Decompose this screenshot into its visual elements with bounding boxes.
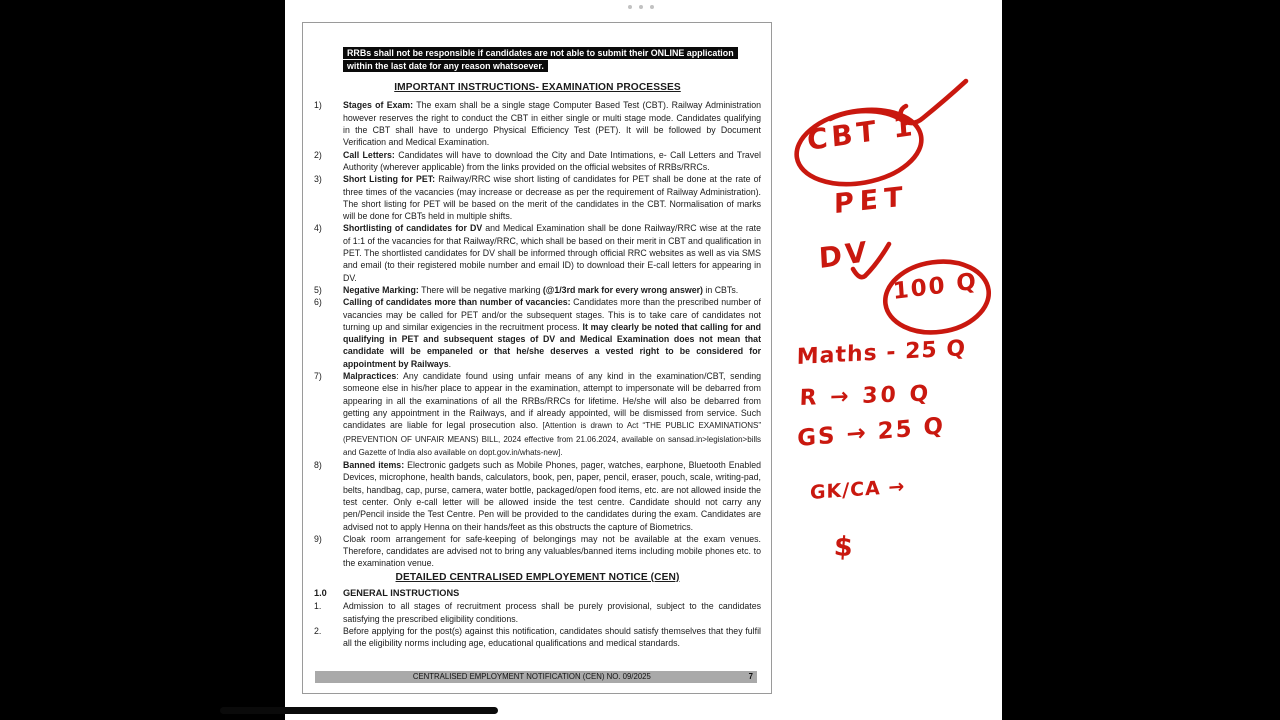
notice-highlight	[343, 47, 745, 72]
overflow-dots-icon[interactable]	[628, 5, 654, 9]
list-item-text	[343, 459, 761, 533]
item-segment: Banned items:	[343, 460, 405, 471]
section-general-instructions	[314, 587, 761, 599]
item-number: 6)	[314, 297, 322, 308]
general-instruction-list	[314, 600, 761, 649]
list-item-text: Admission to all stages of recruitment process shall be purely provisional, subject to the candidates satisfying the prescribed eligibility conditions.	[343, 601, 761, 624]
annotation-cbt1: CBT 1	[806, 108, 918, 157]
bottom-scrub-bar[interactable]	[220, 707, 498, 714]
list-item	[314, 222, 761, 283]
general-item-number: 1.	[314, 601, 322, 612]
general-item-number: 2.	[314, 625, 322, 636]
item-number: 8)	[314, 460, 322, 471]
annotation-gs: GS → 25 Q	[797, 413, 946, 453]
item-segment: It may clearly be noted that calling for and qualifying in PET and subsequent stages of DV and Medical Examination does not mean that candidate will be empaneled or that he/she deserves a vested right to be considered for appointment by Railways	[343, 321, 761, 369]
dv-checkmark-icon	[853, 244, 889, 277]
section-title: GENERAL INSTRUCTIONS	[343, 588, 460, 599]
list-item	[314, 296, 761, 370]
annotation-reasoning: R → 30 Q	[799, 381, 932, 412]
item-segment: There will be negative marking	[418, 284, 543, 295]
item-segment: Stages of Exam:	[343, 100, 414, 111]
footer-label: CENTRALISED EMPLOYMENT NOTIFICATION (CEN) NO. 09/2025	[412, 671, 651, 681]
list-item-text	[343, 533, 761, 570]
notice-text: RRBs shall not be responsible if candidates are not able to submit their ONLINE application within the last date for any reason whatsoever.	[343, 47, 738, 72]
item-segment: Call Letters:	[343, 149, 395, 160]
heading-important-instructions: IMPORTANT INSTRUCTIONS- EXAMINATION PROCESSES	[394, 82, 681, 94]
list-item	[314, 284, 761, 296]
item-number: 9)	[314, 533, 322, 544]
list-item	[314, 370, 761, 459]
item-segment: in CBTs.	[702, 284, 739, 295]
list-item-text	[343, 296, 761, 370]
document-page	[302, 22, 772, 694]
checkmark-icon	[901, 81, 966, 123]
item-segment: Negative Marking:	[343, 284, 419, 295]
annotation-maths: Maths - 25 Q	[796, 336, 967, 371]
letterbox-left	[0, 0, 285, 720]
item-number: 4)	[314, 223, 322, 234]
item-number: 2)	[314, 149, 322, 160]
item-number: 3)	[314, 174, 322, 185]
annotation-dollar: $	[832, 531, 854, 564]
heading-detailed-cen: DETAILED CENTRALISED EMPLOYEMENT NOTICE (CEN)	[395, 571, 680, 583]
list-item-text	[343, 370, 761, 459]
list-item	[314, 173, 761, 222]
list-item	[314, 99, 761, 148]
instruction-list	[314, 99, 761, 569]
cbt1-circle	[791, 101, 928, 194]
annotation-gkca: GK/CA →	[810, 475, 906, 505]
page-number: 7	[748, 671, 753, 681]
whiteboard-canvas	[285, 0, 1002, 720]
list-item	[314, 600, 761, 625]
item-segment: Electronic gadgets such as Mobile Phones, pager, watches, earphone, Bluetooth Enabled Devices, microphone, health bands, calculators, book, pen, paper, pencil, eraser, pouch, scale, writing-pad, belts, handbag, cap, purse, camera, water bottle, packaged/open food items, etc. are not allowed inside the test center. Only e-call letter will be allowed inside the test centre. Candidate should not carry any pen/Pencil inside the Test Centre. Pen will be provided to the candidates during the exam. Candidates are advised not to apply Henna on their hands/feet as this obstructs the capture of Biometrics.	[343, 460, 761, 532]
list-item-text	[343, 173, 761, 222]
annotation-100q: 100 Q	[892, 268, 979, 305]
section-number: 1.0	[314, 588, 327, 599]
list-item-text: Before applying for the post(s) against this notification, candidates should satisfy themselves that they fulfil all the eligibility norms including age, educational qualifications and medical standards.	[343, 625, 761, 649]
list-item-text	[343, 284, 761, 296]
item-number: 1)	[314, 100, 322, 111]
item-segment: .	[448, 358, 452, 369]
item-number: 7)	[314, 371, 322, 382]
list-item-text	[343, 99, 761, 148]
item-segment: : Any candidate found using unfair means of any kind in the examination/CBT, sending someone else in his/her place to appear in the examination, attempt to impersonate will be debarred from appearing in all the examinations of all the RRBs/RRCs for lifetime. He/she will also be debarred from getting any appointment in the Railways, and if already appointed, will be dismissed from service. Such candidates are liable for legal prosecution also.	[343, 371, 761, 431]
item-segment: Candidates more than the prescribed number of vacancies may be called for PET and/or the subsequent stages. This is to take care of candidates not turning up and similar exigencies in the recruitment process.	[343, 297, 761, 332]
list-item	[314, 459, 761, 533]
item-segment: Railway/RRC wise short listing of candidates for PET shall be done at the rate of three times of the vacancies (may increase or decrease as per the requirement of Railway Administration). The short listing for PET will be based on the merit of the candidates in the CBT. Normalisation of marks will be done for CBTs held in multiple shifts.	[343, 174, 761, 222]
list-item	[314, 533, 761, 570]
item-segment: (@1/3rd mark for every wrong answer)	[542, 284, 703, 295]
q100-circle	[881, 255, 994, 339]
item-segment: Short Listing for PET:	[343, 174, 436, 185]
item-number: 5)	[314, 284, 322, 295]
cbt1-circle-flourish	[830, 111, 906, 123]
item-segment: Calling of candidates more than number of vacancies:	[343, 297, 571, 308]
footer-bar	[315, 671, 757, 683]
letterbox-right	[1002, 0, 1280, 720]
item-segment: Candidates will have to download the City and Date Intimations, e- Call Letters and Travel Authority (wherever applicable) from the links provided on the official websites of RRBs/RRCs.	[343, 149, 762, 172]
item-segment: Shortlisting of candidates for DV	[343, 223, 483, 234]
item-segment: The exam shall be a single stage Computer Based Test (CBT). Railway Administration however reserves the right to conduct the CBT in either single or multi stage mode. Candidates qualifying in the CBT shall have to undergo Physical Efficiency Test (PET). It will be followed by Document Verification and Medical Examination.	[343, 100, 761, 148]
list-item	[314, 625, 761, 650]
list-item-text	[343, 222, 761, 283]
item-segment: Cloak room arrangement for safe-keeping of belongings may not be available at the exam venues. Therefore, candidates are advised not to bring any valuables/banned items including mobile phones etc. to the examination venue.	[343, 533, 761, 569]
annotation-pet: PET	[834, 181, 909, 221]
annotation-dv: DV	[818, 234, 871, 276]
item-segment: and Medical Examination shall be done Railway/RRC wise at the rate of 1:1 of the vacancies for that Railway/RRC, which shall be based on their merit in CBT and qualification in PET. The shortlisted candidates for DV shall be informed through official RRC websites as well as via SMS and email (to their registered mobile number and email ID) to download their E-call letters for appearing in DV.	[343, 223, 761, 283]
item-segment: Malpractices	[343, 371, 397, 382]
item-segment: [Attention is drawn to Act “THE PUBLIC EXAMINATIONS” (PREVENTION OF UNFAIR MEANS) BILL, 2024 effective from 21.06.2024, available on sansad.in>legislation>bills and Gazette of India also available on dopt.gov.in/whats-new].	[343, 421, 761, 457]
list-item-text	[343, 149, 761, 174]
list-item	[314, 149, 761, 174]
